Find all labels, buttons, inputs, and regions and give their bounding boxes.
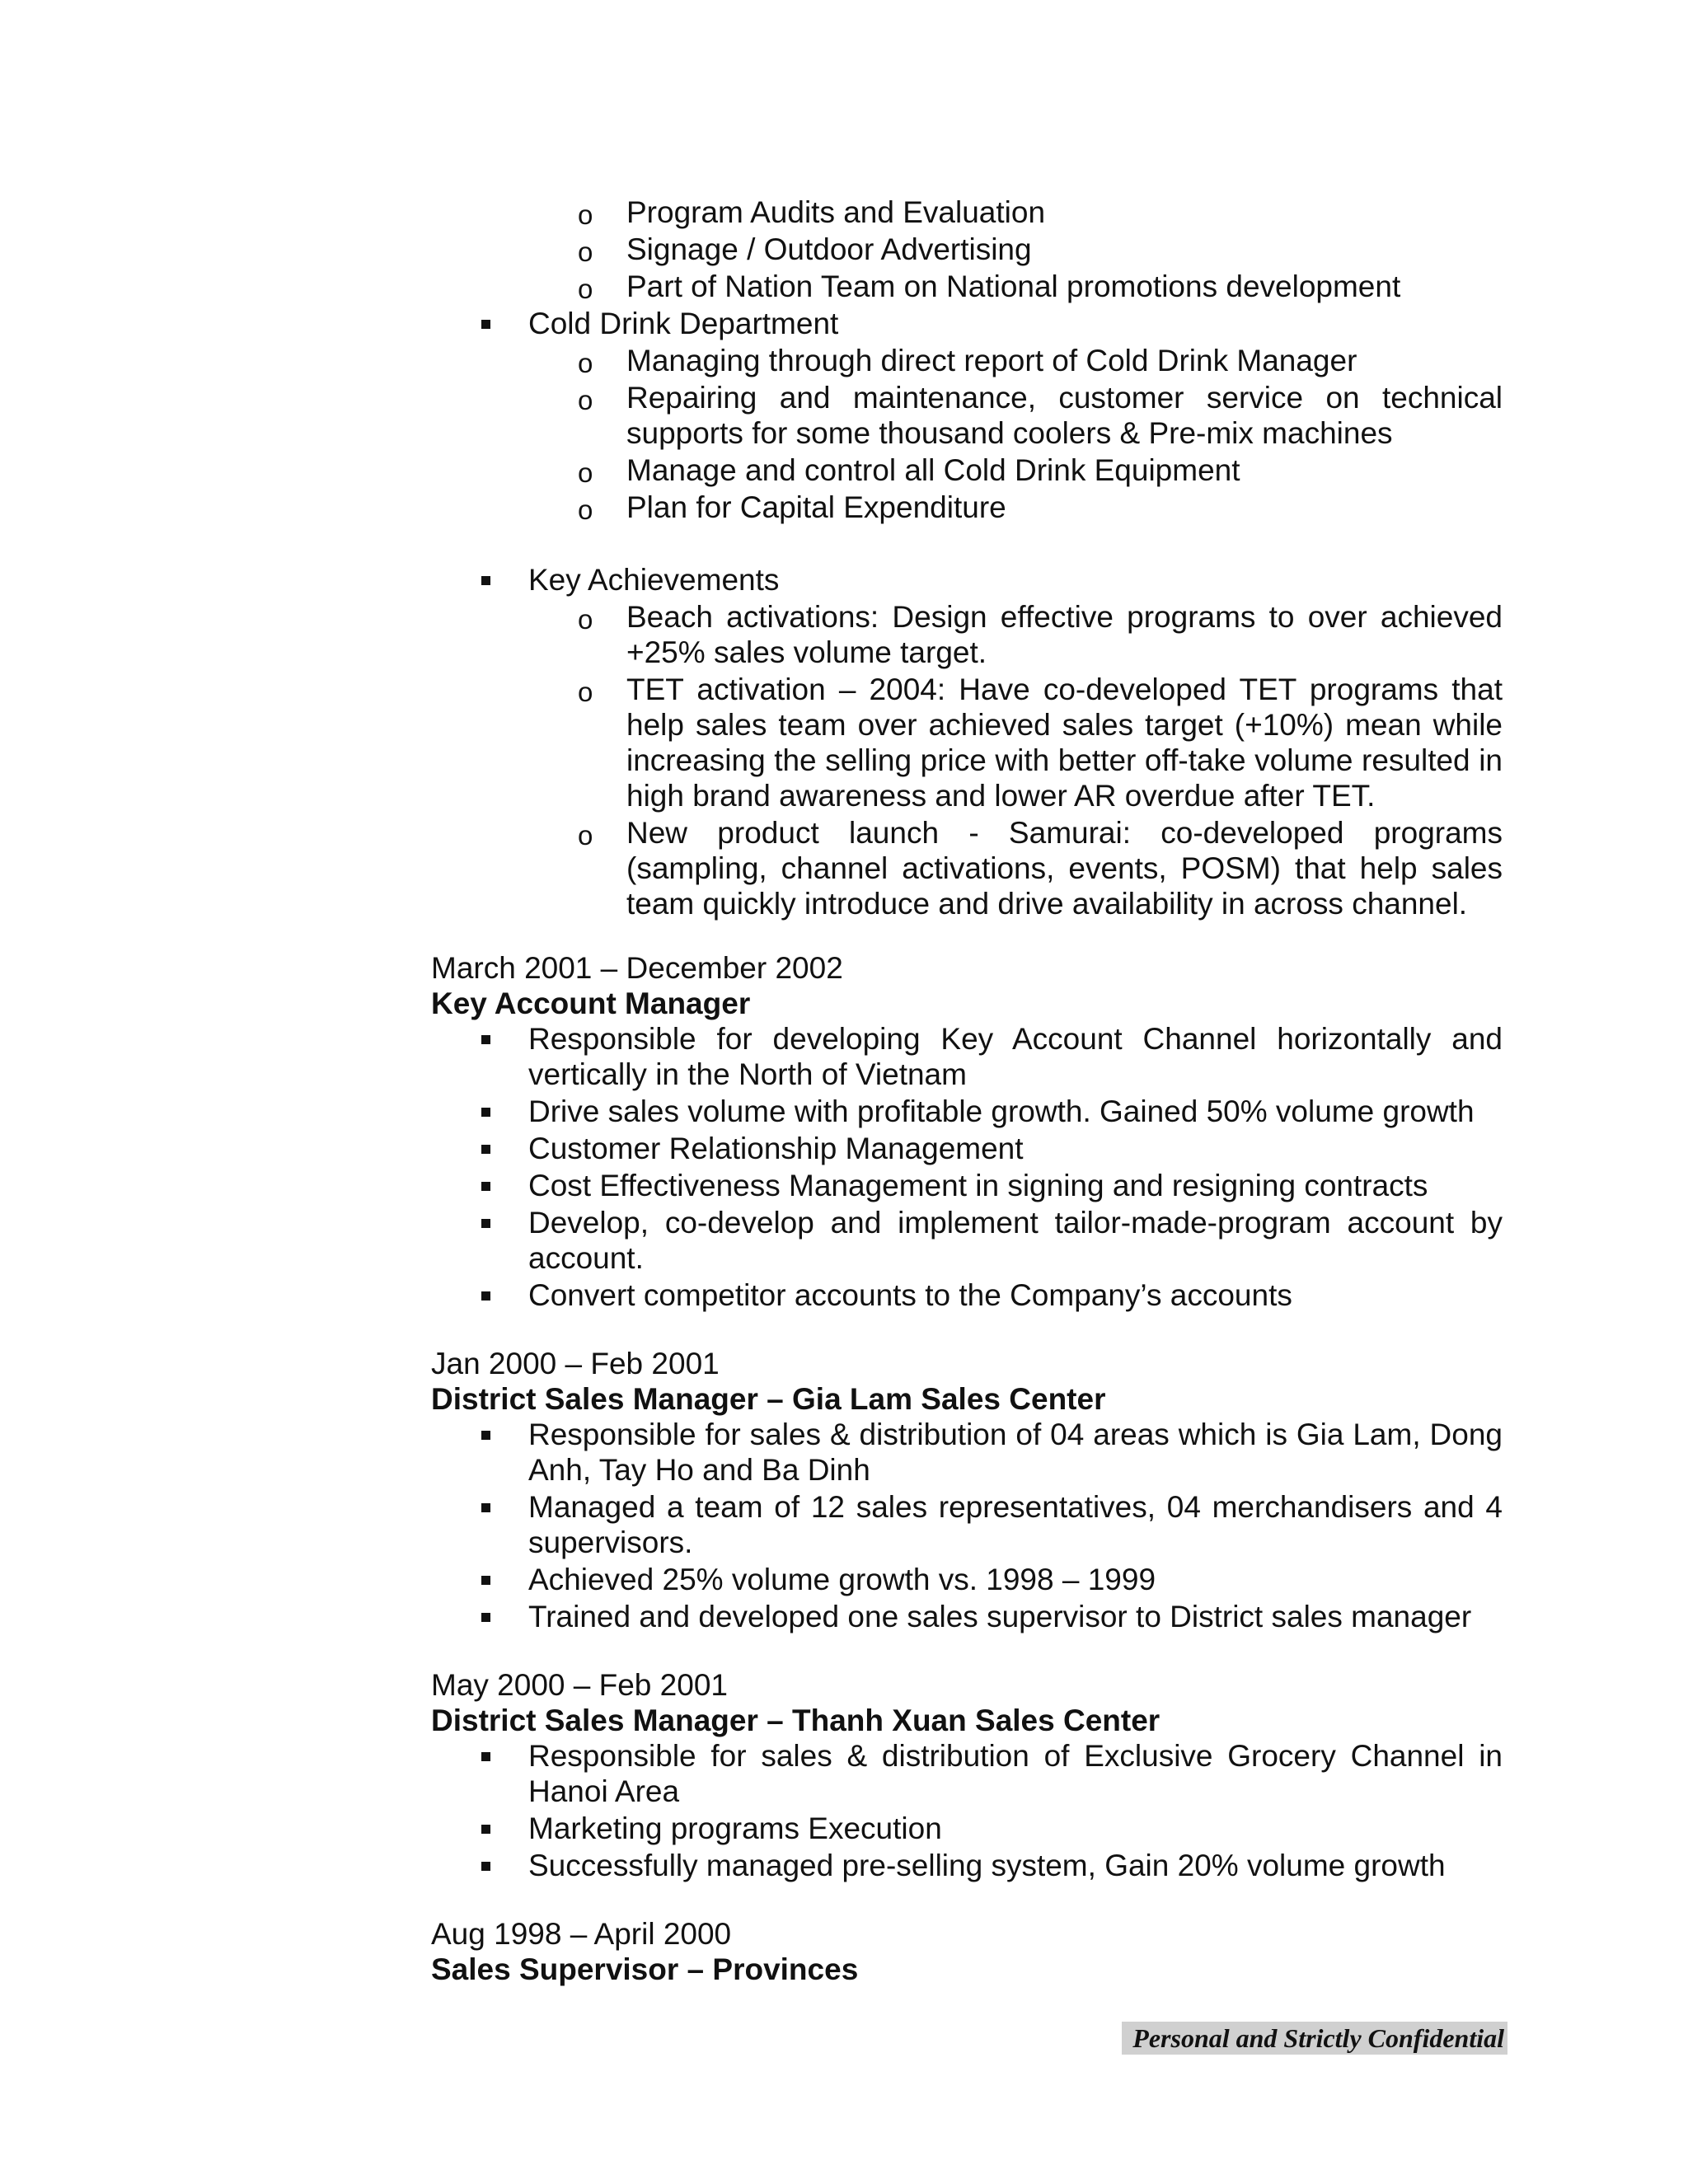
achievements-list (431, 599, 1503, 921)
square-bullet-icon (481, 1825, 490, 1834)
list-item: Responsible for developing Key Account Channel horizontally and vertically in the North of Vietnam (431, 1021, 1503, 1092)
resume-page (431, 194, 1503, 1987)
list-item: Develop, co-develop and implement tailor-made-program account by account. (431, 1205, 1503, 1276)
circle-bullet-icon: o (578, 199, 593, 230)
job-bullets (431, 1738, 1503, 1883)
square-bullet-icon (481, 320, 490, 329)
list-item: Customer Relationship Management (431, 1131, 1503, 1166)
square-bullet-icon (481, 1291, 490, 1301)
square-bullet-icon (481, 1431, 490, 1440)
list-item: Trained and developed one sales supervisor to District sales manager (431, 1599, 1503, 1634)
job-dates: May 2000 – Feb 2001 (431, 1668, 728, 1702)
list-item: Marketing programs Execution (431, 1811, 1503, 1846)
job-title: District Sales Manager – Gia Lam Sales Center (431, 1382, 1106, 1416)
square-bullet-icon (481, 1862, 490, 1871)
sub-list-item: o Managing through direct report of Cold Drink Manager (431, 343, 1503, 378)
square-bullet-icon (481, 1752, 490, 1761)
list-item: Convert competitor accounts to the Company’s accounts (431, 1277, 1503, 1313)
square-bullet-icon (481, 1219, 490, 1228)
circle-bullet-icon: o (578, 820, 593, 851)
list-item: Responsible for sales & distribution of 04 areas which is Gia Lam, Dong Anh, Tay Ho and Ba Dinh (431, 1417, 1503, 1488)
circle-bullet-icon: o (578, 677, 593, 707)
job-title: Key Account Manager (431, 987, 751, 1020)
list-item: Managed a team of 12 sales representatives, 04 merchandisers and 4 supervisors. (431, 1489, 1503, 1560)
sub-list-item: o Repairing and maintenance, customer service on technical supports for some thousand coolers & Pre-mix machines (578, 381, 1503, 450)
job-title: Sales Supervisor – Provinces (431, 1952, 859, 1986)
sub-list-item: o Signage / Outdoor Advertising (431, 232, 1503, 267)
job-bullets (431, 1417, 1503, 1634)
circle-bullet-icon: o (578, 457, 593, 488)
list-item: Responsible for sales & distribution of Exclusive Grocery Channel in Hanoi Area (431, 1738, 1503, 1809)
circle-bullet-icon: o (578, 237, 593, 267)
square-bullet-icon (481, 1035, 490, 1044)
job-bullets (431, 1021, 1503, 1313)
square-bullet-icon (481, 1503, 490, 1512)
sub-list-item: o TET activation – 2004: Have co-developed TET programs that help sales team over achieved sales target (+10%) mean while increasing the selling price with better off-take volume resulted in high brand awareness and lower AR overdue after TET. (578, 673, 1503, 813)
square-bullet-icon (481, 1182, 490, 1191)
square-bullet-icon (481, 1145, 490, 1154)
list-item: Cost Effectiveness Management in signing and resigning contracts (431, 1168, 1503, 1203)
sub-list-item: o Manage and control all Cold Drink Equipment (431, 452, 1503, 488)
top-sub-list (431, 194, 1503, 304)
list-item: Achieved 25% volume growth vs. 1998 – 1999 (431, 1562, 1503, 1597)
sub-list-item: o Part of Nation Team on National promotions development (431, 269, 1503, 304)
circle-bullet-icon: o (578, 348, 593, 378)
circle-bullet-icon: o (578, 274, 593, 304)
square-bullet-icon (481, 576, 490, 585)
list-item: Successfully managed pre-selling system, Gain 20% volume growth (431, 1848, 1503, 1883)
cold-drink-heading: Cold Drink Department (431, 306, 1503, 341)
sub-list-item: o Plan for Capital Expenditure (431, 490, 1503, 525)
achievements-heading: Key Achievements (431, 562, 1503, 598)
job-dates: March 2001 – December 2002 (431, 951, 843, 985)
cold-drink-list (431, 343, 1503, 525)
square-bullet-icon (481, 1576, 490, 1585)
confidential-footer: Personal and Strictly Confidential (1122, 2022, 1507, 2055)
square-bullet-icon (481, 1613, 490, 1622)
job-dates: Aug 1998 – April 2000 (431, 1917, 732, 1951)
sub-list-item: o Beach activations: Design effective programs to over achieved +25% sales volume target. (578, 600, 1503, 669)
sub-list-item: o New product launch - Samurai: co-developed programs (sampling, channel activations, events, POSM) that help sales team quickly introduce and drive availability in across channel. (578, 816, 1503, 921)
job-title: District Sales Manager – Thanh Xuan Sales Center (431, 1704, 1160, 1737)
list-item: Drive sales volume with profitable growth. Gained 50% volume growth (431, 1094, 1503, 1129)
circle-bullet-icon: o (578, 385, 593, 415)
circle-bullet-icon: o (578, 494, 593, 525)
square-bullet-icon (481, 1108, 490, 1117)
sub-list-item: o Program Audits and Evaluation (431, 194, 1503, 230)
job-dates: Jan 2000 – Feb 2001 (431, 1347, 720, 1380)
circle-bullet-icon: o (578, 604, 593, 635)
